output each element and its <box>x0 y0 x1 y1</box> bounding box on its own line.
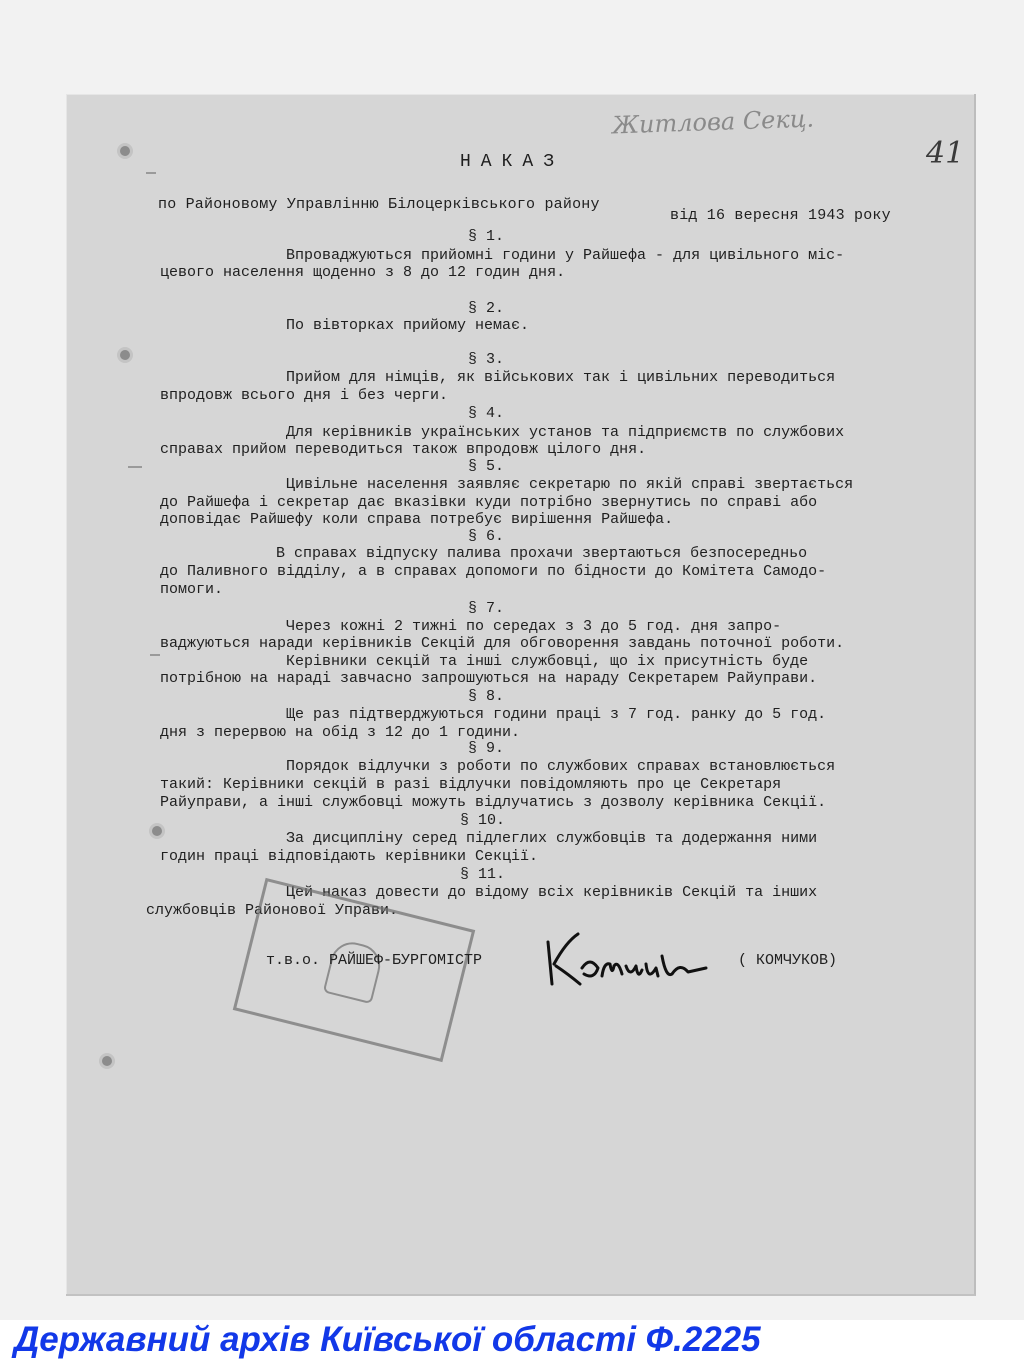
section-line: дня з перервою на обід з 12 до 1 години. <box>160 724 521 741</box>
section-mark: § 5. <box>468 458 505 475</box>
section-line: По вівторках прийому немає. <box>286 317 530 334</box>
section-line: Цивільне населення заявляє секретарю по якій справі звертається <box>286 476 854 493</box>
folio-number: 41 <box>926 136 965 171</box>
section-line: такий: Керівники секцій в разі відлучки повідомляють про це Секретаря <box>160 776 782 793</box>
section-line: Ще раз підтверджуються години праці з 7 год. ранку до 5 год. <box>286 706 827 723</box>
section-mark: § 7. <box>468 600 505 617</box>
section-mark: § 8. <box>468 688 505 705</box>
archive-caption: Державний архів Київської області Ф.2225 <box>14 1320 761 1359</box>
section-line: Через кожні 2 тижні по середах з 3 до 5 год. дня запро- <box>286 618 782 635</box>
section-mark: § 2. <box>468 300 505 317</box>
section-mark: § 6. <box>468 528 505 545</box>
section-line: Впроваджуються прийомні години у Райшефа - для цивільного міс- <box>286 247 845 264</box>
section-line: Керівники секцій та інші службовці, що іх присутність буде <box>286 653 809 670</box>
section-line: Цей наказ довести до відому всіх керівників Секцій та інших <box>286 884 818 901</box>
section-mark: § 10. <box>460 812 506 829</box>
margin-note: Житлова Секц. <box>611 104 815 140</box>
section-line: до Паливного відділу, а в справах допомоги по бідности до Комітета Самодо- <box>160 563 827 580</box>
section-line: В справах відпуску палива прохачи звертаються безпосередньо <box>276 545 808 562</box>
punch-hole <box>102 1056 112 1066</box>
section-line: Порядок відлучки з роботи по службових справах встановлюється <box>286 758 836 775</box>
section-line: службовців Районової Управи. <box>146 902 399 919</box>
document-subtitle: по Районовому Управлінню Білоцерківського району <box>158 196 600 213</box>
document-date: від 16 вересня 1943 року <box>670 207 891 224</box>
handwritten-signature <box>538 922 714 992</box>
section-line: За дисципліну серед підлеглих службовців та додержання ними <box>286 830 818 847</box>
section-line: Прийом для німців, як військових так і цивільних переводиться <box>286 369 836 386</box>
section-line: впродовж всього дня і без черги. <box>160 387 449 404</box>
document-title: НАКАЗ <box>459 152 564 172</box>
section-line: помоги. <box>160 581 224 598</box>
margin-mark <box>128 466 142 468</box>
punch-hole <box>152 826 162 836</box>
section-line: Райуправи, а інші службовці можуть відлучатись з дозволу керівника Секції. <box>160 794 827 811</box>
section-line: годин праці відповідають керівники Секції. <box>160 848 539 865</box>
section-line: ваджуються наради керівників Секцій для обговорення завдань поточної роботи. <box>160 635 845 652</box>
section-mark: § 11. <box>460 866 506 883</box>
section-mark: § 4. <box>468 405 505 422</box>
section-line: Для керівників українських установ та підприємств по службових <box>286 424 845 441</box>
punch-hole <box>120 350 130 360</box>
signatory-title: т.в.о. РАЙШЕФ-БУРГОМІСТР <box>266 952 483 969</box>
signatory-name: ( КОМЧУКОВ) <box>738 952 838 969</box>
section-line: доповідає Райшефу коли справа потребує вирішення Райшефа. <box>160 511 674 528</box>
section-line: справах прийом переводиться також впродовж цілого дня. <box>160 441 647 458</box>
margin-mark <box>146 172 156 174</box>
section-mark: § 9. <box>468 740 505 757</box>
section-line: потрібною на нараді завчасно запрошуються на нараду Секретарем Райуправи. <box>160 670 818 687</box>
section-mark: § 1. <box>468 228 505 245</box>
section-mark: § 3. <box>468 351 505 368</box>
margin-mark <box>150 654 160 656</box>
section-line: цевого населення щоденно з 8 до 12 годин дня. <box>160 264 566 281</box>
section-line: до Райшефа і секретар дає вказівки куди потрібно звернутись по справі або <box>160 494 818 511</box>
